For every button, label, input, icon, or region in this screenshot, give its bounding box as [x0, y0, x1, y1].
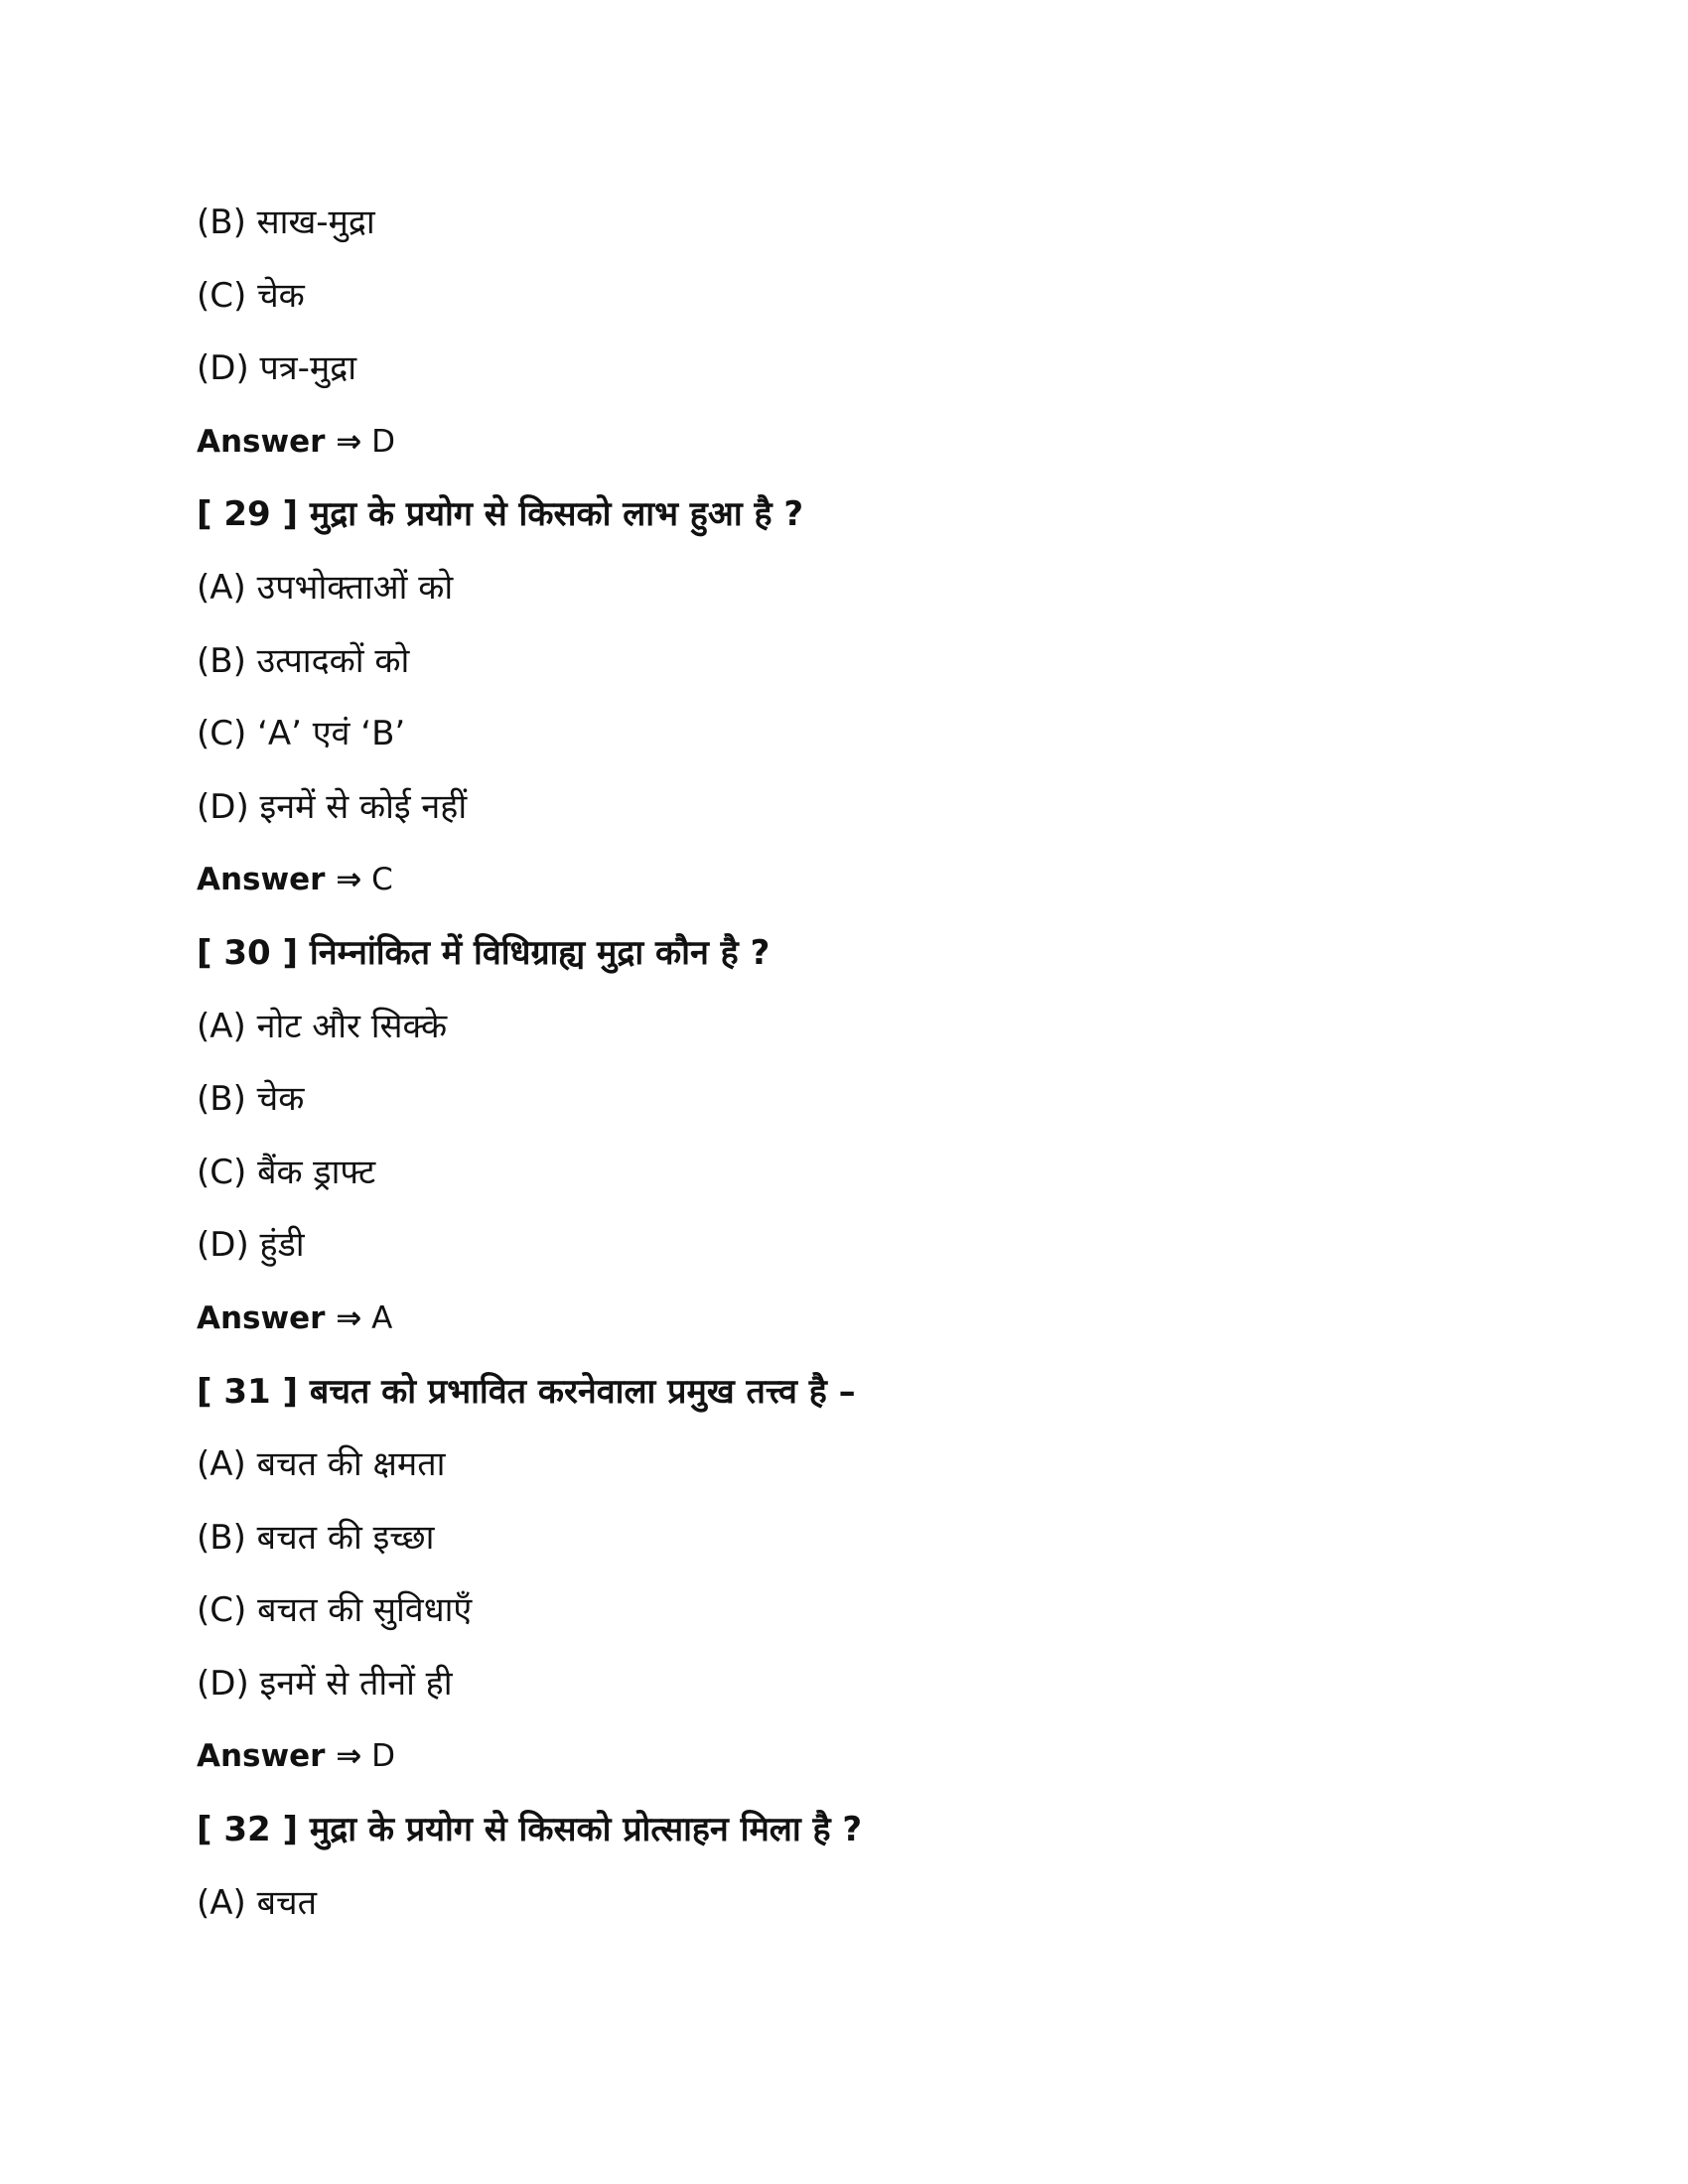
question-30: [ 30 ] निम्नांकित में विधिग्राह्य मुद्रा कौन है ?	[197, 932, 771, 973]
option-c-q28: (C) चेक	[197, 275, 305, 316]
answer-q28	[197, 413, 1487, 486]
option-b-q29: (B) उत्पादकों को	[197, 640, 410, 681]
option-a-q29: (A) उपभोक्ताओं को	[197, 567, 454, 608]
option-d-q29: (D) इनमें से कोई नहीं	[197, 786, 468, 827]
answer-q29	[197, 851, 1487, 924]
option-a-q30: (A) नोट और सिक्के	[197, 1006, 448, 1046]
question-29: [ 29 ] मुद्रा के प्रयोग से किसको लाभ हुआ है ?	[197, 494, 804, 535]
question-31: [ 31 ] बचत को प्रभावित करनेवाला प्रमुख तत्त्व है –	[197, 1371, 856, 1412]
answer-label: Answer ⇒	[197, 862, 362, 898]
option-c-q30: (C) बैंक ड्राफ्ट	[197, 1152, 376, 1192]
answer-value: C	[371, 862, 393, 898]
option-c-q31: (C) बचत की सुविधाएँ	[197, 1590, 473, 1631]
document-page	[197, 194, 1487, 1947]
answer-value: D	[371, 1738, 395, 1775]
option-b-q28: (B) साख-मुद्रा	[197, 203, 375, 242]
option-b-q31: (B) बचत की इच्छा	[197, 1517, 435, 1558]
option-d-q30: (D) हुंडी	[197, 1225, 305, 1266]
option-a-q31: (A) बचत की क्षमता	[197, 1444, 446, 1485]
answer-label: Answer ⇒	[197, 1738, 362, 1775]
answer-label: Answer ⇒	[197, 423, 362, 460]
option-b-q30: (B) चेक	[197, 1079, 305, 1120]
option-d-q31: (D) इनमें से तीनों ही	[197, 1663, 453, 1704]
answer-value: D	[371, 423, 395, 460]
answer-q31	[197, 1727, 1487, 1801]
answer-value: A	[371, 1299, 393, 1336]
answer-label: Answer ⇒	[197, 1299, 362, 1336]
answer-q30	[197, 1290, 1487, 1363]
option-c-q29: (C) ‘A’ एवं ‘B’	[197, 714, 406, 754]
question-32: [ 32 ] मुद्रा के प्रयोग से किसको प्रोत्साहन मिला है ?	[197, 1810, 863, 1850]
option-a-q32: (A) बचत	[197, 1882, 317, 1923]
option-d-q28: (D) पत्र-मुद्रा	[197, 348, 357, 389]
